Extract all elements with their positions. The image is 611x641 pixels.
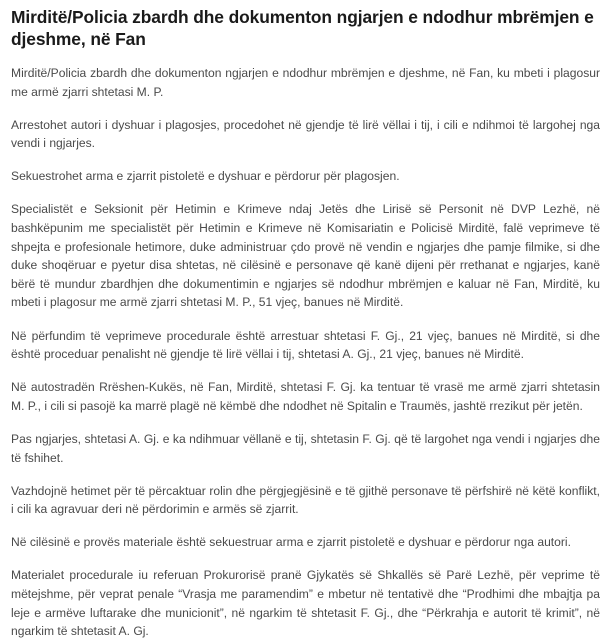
article-paragraph-8: Vazhdojnë hetimet për të përcaktuar rolin dhe përgjegjësinë e të gjithë personave të përfshirë në këtë konflikt, i cili ka agravuar deri në përdorimin e armës së zjarrit. — [11, 483, 600, 517]
article-paragraph-7: Pas ngjarjes, shtetasi A. Gj. e ka ndihmuar vëllanë e tij, shtetasin F. Gj. që të largohet nga vendi i ngjarjes dhe të fshihet. — [11, 431, 600, 465]
article-paragraph-2: Arrestohet autori i dyshuar i plagosjes, procedohet në gjendje të lirë vëllai i tij, i cili e ndihmoi të largohej nga vendi i ngjarjes. — [11, 117, 600, 151]
article-paragraph-3: Sekuestrohet arma e zjarrit pistoletë e dyshuar e përdorur për plagosjen. — [11, 169, 400, 184]
article-paragraph-1: Mirditë/Policia zbardh dhe dokumenton ngjarjen e ndodhur mbrëmjen e djeshme, në Fan, ku mbeti i plagosur me armë zjarri shtetasi M. P. — [11, 66, 600, 99]
article-paragraph-4: Specialistët e Seksionit për Hetimin e Krimeve ndaj Jetës dhe Lirisë së Personit në DVP Lezhë, në bashkëpunim me specialistët për Hetimin e Krimeve në Komisariatin e Policisë Mirditë, falë veprimeve të shpejta e profesionale hetimore, duke administruar çdo provë në vendin e ngjarjes dhe pamje filmike, si dhe duke shoqëruar e pyetur disa shtetas, në cilësinë e personave që kanë dijeni për rrethanat e ngjarjes, kanë bërë të mundur zbardhjen dhe dokumentimin e ngjarjes së ndodhur mbrëmjen e kaluar në Fan, Mirditë, ku mbeti i plagosur me armë zjarri shtetasi M. P., 51 vjeç, banues në Mirditë. — [11, 202, 600, 310]
article-title: Mirditë/Policia zbardh dhe dokumenton ngjarjen e ndodhur mbrëmjen e djeshme, në Fan — [11, 7, 594, 49]
article-paragraph-5: Në përfundim të veprimeve procedurale është arrestuar shtetasi F. Gj., 21 vjeç, banues në Mirditë, si dhe është proceduar penalisht në gjendje të lirë vëllai i tij, shtetasi A. Gj., 21 vjeç, banues në Mirditë. — [11, 328, 600, 362]
article-paragraph-6: Në autostradën Rrëshen-Kukës, në Fan, Mirditë, shtetasi F. Gj. ka tentuar të vrasë me armë zjarri shtetasin M. P., i cili si pasojë ka marrë plagë në këmbë dhe ndodhet në Spitalin e Traumës, jashtë rrezikut për jetën. — [11, 380, 600, 413]
article-paragraph-9: Në cilësinë e provës materiale është sekuestruar arma e zjarrit pistoletë e dyshuar e përdorur nga autori. — [11, 535, 571, 550]
article-paragraph-10: Materialet procedurale iu referuan Prokurorisë pranë Gjykatës së Shkallës së Parë Lezhë, për veprime të mëtejshme, për veprat penale “Vrasja me paramendim” e mbetur në tentativë dhe “Prodhimi dhe mbajtja pa leje e armëve luftarake dhe municionit”, në ngarkim të shtetasit F. Gj., dhe “Përkrahja e autorit të krimit”, në ngarkim të shtetasit A. Gj. — [11, 568, 600, 639]
